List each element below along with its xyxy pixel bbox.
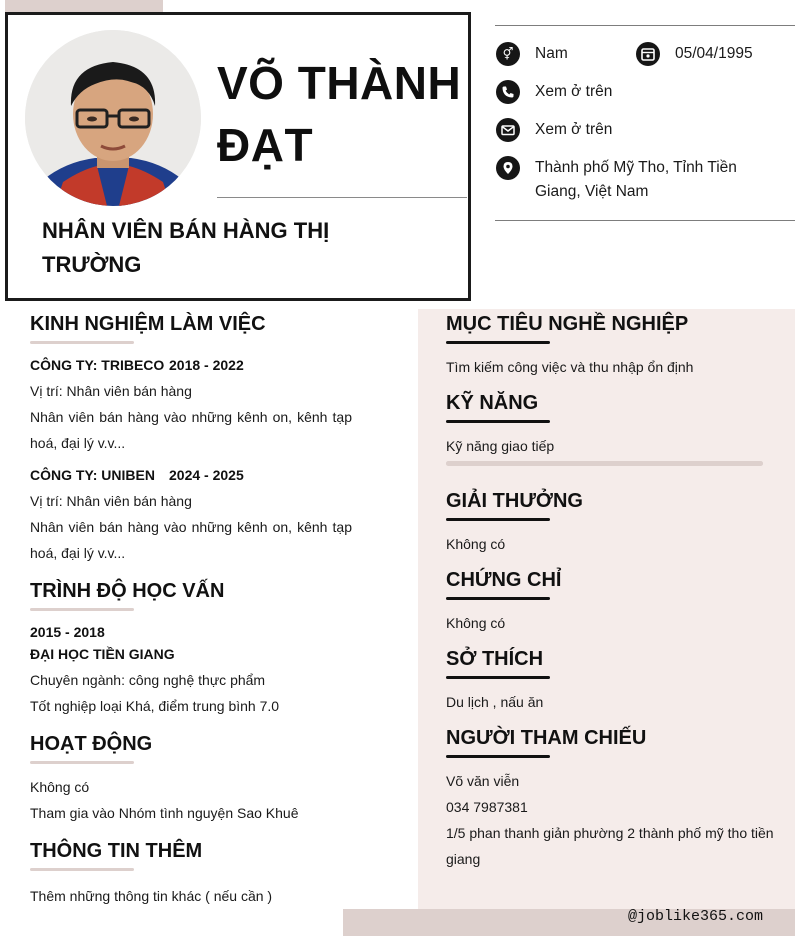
left-column — [30, 311, 352, 909]
company-name: CÔNG TY: UNIBEN — [30, 467, 155, 483]
awards-underline — [446, 518, 550, 521]
skills-underline — [446, 420, 550, 423]
experience-desc-line-2: hoá, đại lý v.v... — [30, 435, 126, 451]
experience-desc-line-1: Nhân viên bán hàng vào những kênh on, kênh tạp — [30, 519, 352, 535]
activities-line-2: Tham gia vào Nhóm tình nguyện Sao Khuê — [30, 805, 299, 821]
contact-bottom-divider — [495, 220, 795, 221]
hobbies-text: Du lịch , nấu ăn — [446, 694, 544, 710]
awards-text: Không có — [446, 536, 506, 552]
experience-period: 2018 - 2022 — [169, 357, 244, 373]
education-title: TRÌNH ĐỘ HỌC VẤN — [30, 580, 225, 602]
name-line-2: ĐẠT — [217, 119, 314, 171]
experience-desc-line-1: Nhân viên bán hàng vào những kênh on, kênh tạp — [30, 409, 352, 425]
certificates-underline — [446, 597, 550, 600]
education-result: Tốt nghiệp loại Khá, điểm trung bình 7.0 — [30, 698, 280, 714]
avatar-portrait — [25, 30, 201, 206]
education-major: Chuyên ngành: công nghệ thực phẩm — [30, 672, 266, 688]
birthdate-value: 05/04/1995 — [675, 45, 753, 62]
additional-title: THÔNG TIN THÊM — [30, 840, 203, 862]
certificates-text: Không có — [446, 615, 506, 631]
experience-position: Vị trí: Nhân viên bán hàng — [30, 493, 192, 509]
activities-title: HOẠT ĐỘNG — [30, 733, 153, 755]
gender-value: Nam — [535, 45, 568, 62]
education-section — [30, 578, 352, 719]
reference-phone: 034 7987381 — [446, 799, 528, 815]
references-underline — [446, 755, 550, 758]
gender-icon: ⚥ — [496, 42, 520, 66]
school-name: ĐẠI HỌC TIỀN GIANG — [30, 646, 175, 662]
experience-period: 2024 - 2025 — [169, 467, 244, 483]
avatar — [25, 30, 201, 206]
right-column — [446, 311, 781, 872]
objective-title: MỤC TIÊU NGHỀ NGHIỆP — [446, 313, 689, 335]
experience-desc-line-2: hoá, đại lý v.v... — [30, 545, 126, 561]
experience-item — [30, 354, 352, 456]
experience-heading — [30, 354, 352, 376]
awards-title: GIẢI THƯỞNG — [446, 490, 583, 512]
objective-section — [446, 311, 781, 380]
reference-name: Võ văn viễn — [446, 773, 520, 789]
activities-section — [30, 731, 352, 826]
experience-title: KINH NGHIỆM LÀM VIỆC — [30, 313, 266, 335]
certificates-title: CHỨNG CHỈ — [446, 569, 562, 591]
hobbies-title: SỞ THÍCH — [446, 648, 544, 670]
additional-underline — [30, 868, 134, 871]
references-section — [446, 725, 781, 872]
certificates-section — [446, 567, 781, 636]
address-line-1: Thành phố Mỹ Tho, Tỉnh Tiền — [535, 159, 737, 176]
skill-level-fill — [446, 461, 763, 466]
education-period: 2015 - 2018 — [30, 624, 105, 640]
activities-underline — [30, 761, 134, 764]
reference-address-line-1: 1/5 phan thanh giản phường 2 thành phố mỹ tho tiền — [446, 825, 774, 841]
skill-name: Kỹ năng giao tiếp — [446, 438, 555, 454]
education-underline — [30, 608, 134, 611]
email-value: Xem ở trên — [535, 121, 613, 138]
company-name: CÔNG TY: TRIBECO — [30, 357, 165, 373]
additional-text: Thêm những thông tin khác ( nếu cần ) — [30, 888, 273, 904]
job-title-line-1: NHÂN VIÊN BÁN HÀNG THỊ — [42, 218, 330, 243]
candidate-name — [217, 52, 462, 176]
experience-underline — [30, 341, 134, 344]
location-icon — [496, 156, 520, 180]
skills-title: KỸ NĂNG — [446, 392, 539, 414]
name-line-1: VÕ THÀNH — [217, 57, 462, 109]
additional-section — [30, 838, 352, 909]
address-line-2: Giang, Việt Nam — [535, 183, 649, 200]
watermark-text: @joblike365.com — [628, 908, 764, 925]
objective-underline — [446, 341, 550, 344]
references-title: NGƯỜI THAM CHIẾU — [446, 727, 647, 749]
hobbies-underline — [446, 676, 550, 679]
phone-value: Xem ở trên — [535, 83, 613, 100]
address-value — [535, 156, 785, 204]
skills-section — [446, 390, 781, 466]
phone-icon — [496, 80, 520, 104]
calendar-icon — [636, 42, 660, 66]
name-divider — [217, 197, 467, 198]
reference-address-line-2: giang — [446, 851, 481, 867]
email-icon — [496, 118, 520, 142]
objective-text: Tìm kiếm công việc và thu nhập ổn định — [446, 359, 694, 375]
hobbies-section — [446, 646, 781, 715]
experience-heading — [30, 464, 352, 486]
job-title — [42, 214, 362, 282]
activities-line-1: Không có — [30, 779, 90, 795]
experience-section — [30, 311, 352, 566]
skill-level-track — [446, 461, 763, 466]
awards-section — [446, 488, 781, 557]
experience-position: Vị trí: Nhân viên bán hàng — [30, 383, 192, 399]
job-title-line-2: TRƯỜNG — [42, 252, 142, 277]
experience-item — [30, 464, 352, 566]
contact-top-divider — [495, 25, 795, 26]
